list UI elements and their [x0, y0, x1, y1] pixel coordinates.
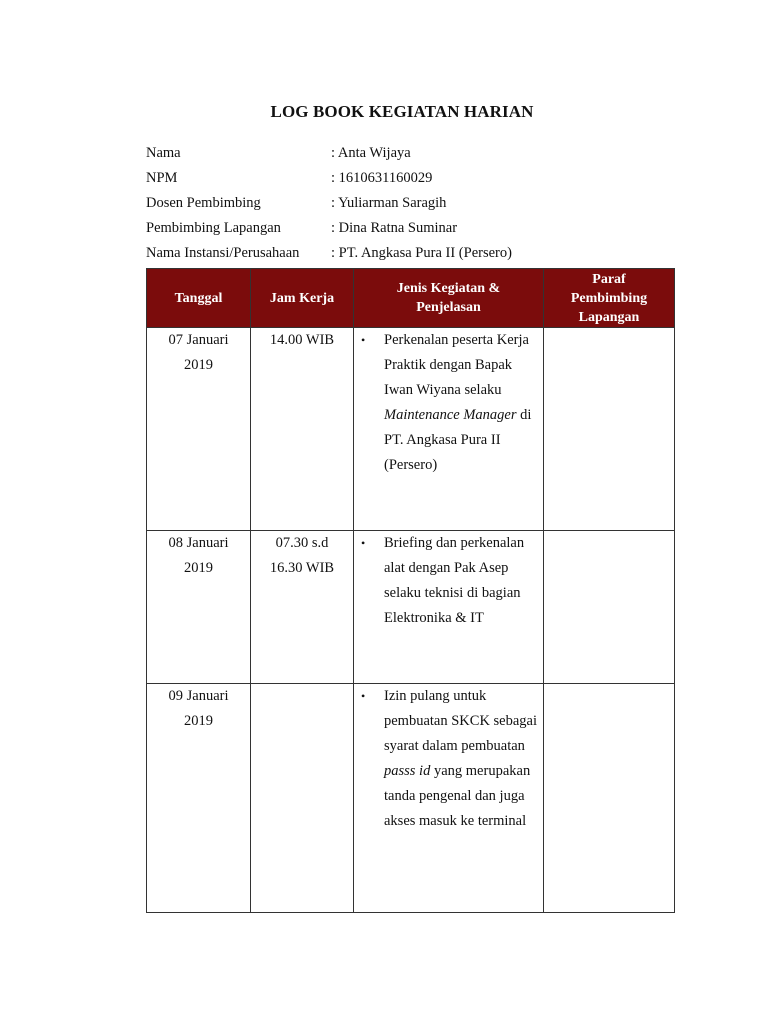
activity-cell — [354, 684, 544, 913]
table-row — [147, 328, 675, 531]
info-label: Dosen Pembimbing — [146, 195, 261, 211]
sign-cell — [544, 328, 675, 531]
activity-text-rest: yang merupakan tanda pengenal dan juga akses masuk ke terminal — [384, 763, 531, 829]
activity-cell — [354, 531, 544, 684]
time-cell — [251, 684, 354, 913]
date-cell — [147, 531, 251, 684]
list-item — [354, 531, 543, 631]
table-header-row — [147, 269, 675, 328]
date-line2: 2019 — [184, 713, 213, 729]
info-row-instansi — [146, 241, 512, 266]
time-line2: 16.30 WIB — [269, 560, 335, 576]
info-value: : 1610631160029 — [331, 170, 433, 186]
identity-info — [146, 141, 512, 266]
activity-text: Perkenalan peserta Kerja Praktik dengan Bapak Iwan Wiyana selaku — [384, 332, 529, 398]
activity-list — [354, 684, 543, 834]
info-value: : PT. Angkasa Pura II (Persero) — [331, 245, 512, 261]
header-sign-line1: Paraf — [592, 271, 626, 287]
header-activity — [354, 269, 544, 328]
info-row-npm — [146, 166, 512, 191]
activity-list — [354, 531, 543, 631]
activity-italic-text: Maintenance Manager — [384, 407, 517, 423]
bullet-icon: • — [361, 333, 366, 347]
date-cell — [147, 328, 251, 531]
header-sign-line2: Pembimbing — [570, 290, 648, 306]
activity-italic-text: passs id — [384, 763, 431, 779]
info-row-dosen-pembimbing — [146, 191, 512, 216]
date-line2: 2019 — [184, 560, 213, 576]
date-line2: 2019 — [184, 357, 213, 373]
table-row — [147, 531, 675, 684]
info-row-nama — [146, 141, 512, 166]
header-time: Jam Kerja — [251, 269, 354, 328]
header-activity-line2: Penjelasan — [416, 300, 481, 315]
activity-log-table — [146, 268, 675, 913]
info-value: : Anta Wijaya — [331, 145, 411, 161]
header-sign — [544, 269, 675, 328]
info-label: Nama Instansi/Perusahaan — [146, 245, 300, 261]
header-date: Tanggal — [147, 269, 251, 328]
list-item — [354, 328, 543, 478]
date-cell — [147, 684, 251, 913]
header-activity-line1: Jenis Kegiatan & — [396, 281, 501, 296]
info-label: Pembimbing Lapangan — [146, 220, 281, 236]
sign-cell — [544, 531, 675, 684]
activity-list — [354, 328, 543, 478]
bullet-icon: • — [361, 689, 366, 703]
time-cell — [251, 328, 354, 531]
activity-text: Izin pulang untuk pembuatan SKCK sebagai syarat dalam pembuatan — [384, 688, 538, 754]
activity-text-rest: di PT. Angkasa Pura II (Persero) — [384, 407, 532, 473]
info-value: : Yuliarman Saragih — [331, 195, 447, 211]
date-line1: 08 Januari — [168, 535, 229, 551]
info-label: NPM — [146, 170, 178, 186]
info-value: : Dina Ratna Suminar — [331, 220, 458, 236]
date-line1: 07 Januari — [168, 332, 229, 348]
time-cell — [251, 531, 354, 684]
activity-text: Briefing dan perkenalan alat dengan Pak Asep selaku teknisi di bagian Elektronika & IT — [384, 535, 525, 626]
list-item — [354, 684, 543, 834]
date-line1: 09 Januari — [168, 688, 229, 704]
bullet-icon: • — [361, 536, 366, 550]
table-row — [147, 684, 675, 913]
time-line1: 07.30 s.d — [275, 535, 329, 551]
page-title: LOG BOOK KEGIATAN HARIAN — [270, 102, 534, 121]
time-line1: 14.00 WIB — [269, 332, 335, 348]
sign-cell — [544, 684, 675, 913]
header-sign-line3: Lapangan — [578, 309, 640, 325]
activity-cell — [354, 328, 544, 531]
info-row-pembimbing-lapangan — [146, 216, 512, 241]
info-label: Nama — [146, 145, 181, 161]
